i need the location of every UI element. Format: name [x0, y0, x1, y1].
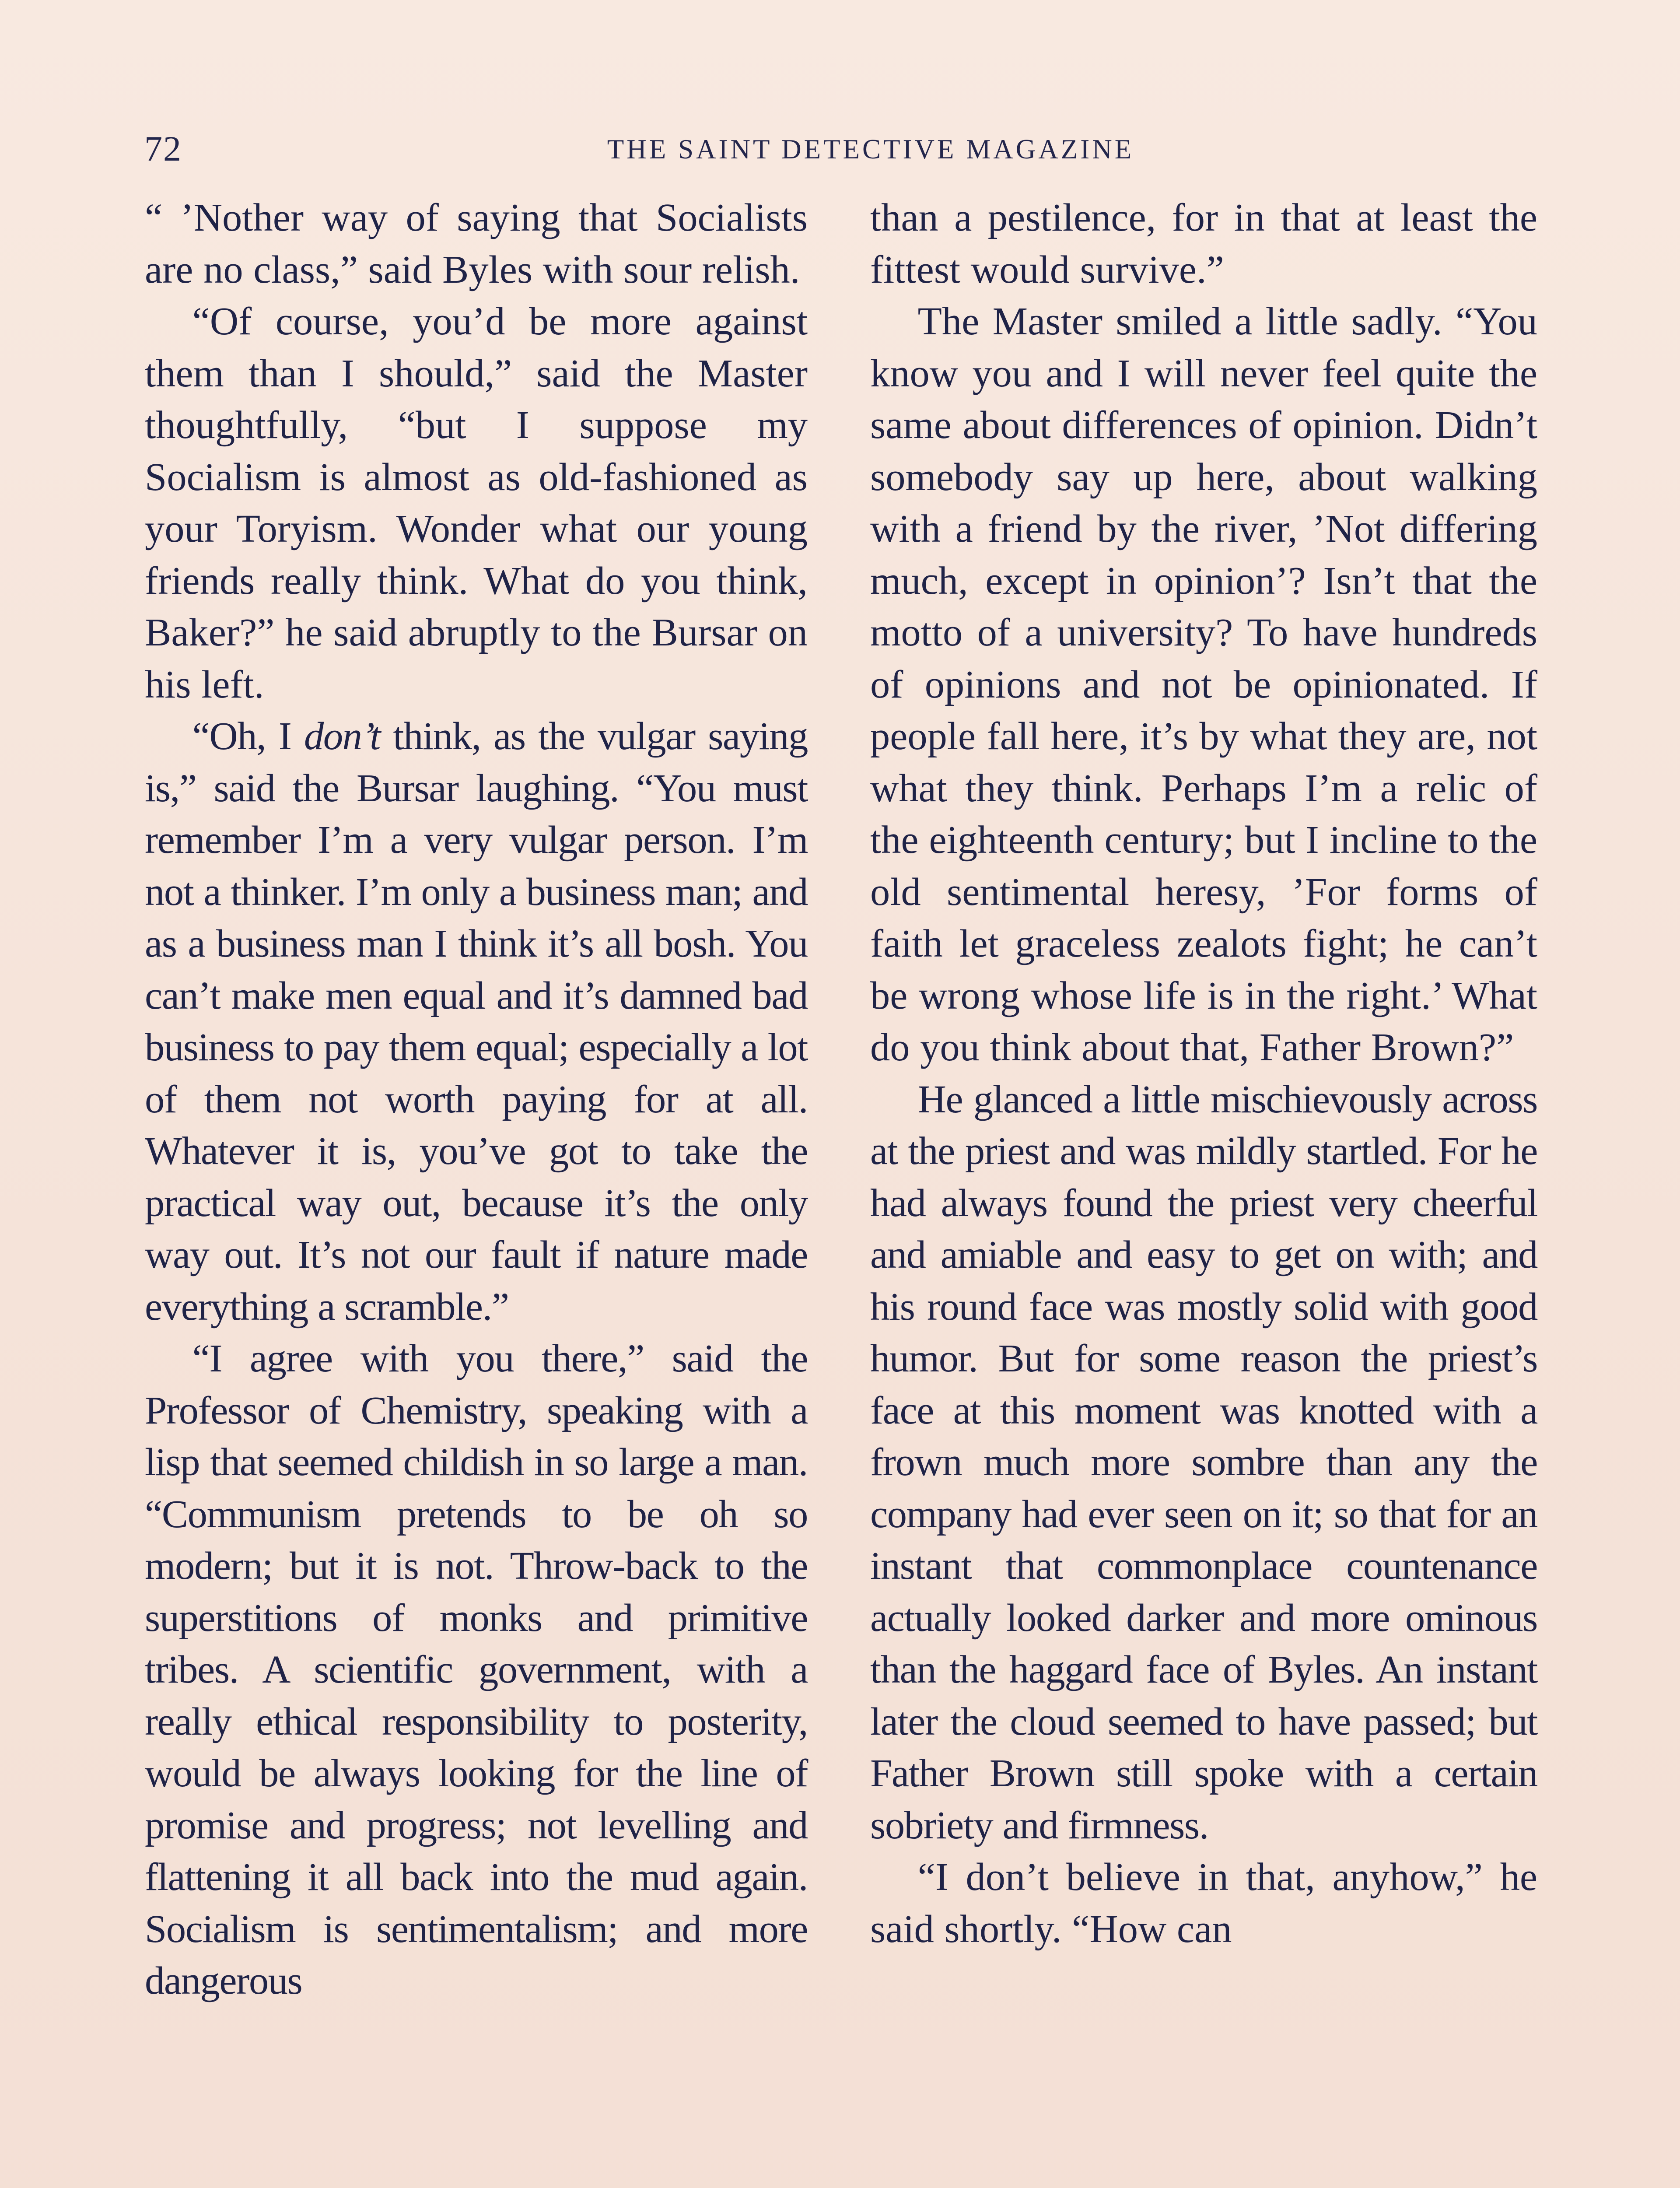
paragraph: “ ’Nother way of saying that Socialists are no class,” said Byles with sour relish.: [145, 195, 808, 291]
paragraph: “Of course, you’d be more against them than I should,” said the Master thoughtfully, “but I suppose my Socialism is almost as old-fashioned as your Toryism. Wonder what our young friends really think. What do you think, Baker?” he said abruptly to the Bursar on his left.: [145, 299, 808, 706]
paragraph: He glanced a little mischievously across at the priest and was mildly startled. For he had always found the priest very cheerful and amiable and easy to get on with; and his round face was mostly solid with good humor. But for some reason the priest’s face at this moment was knotted with a frown much more sombre than any the company had ever seen on it; so that for an instant that commonplace countenance actually looked darker and more ominous than the haggard face of Byles. An instant later the cloud seemed to have passed; but Father Brown still spoke with a certain sobriety and firmness.: [870, 1076, 1537, 1847]
paragraph: [145, 710, 808, 1332]
emphasis-text: don’t: [304, 714, 380, 758]
paragraph-text: think, as the vulgar saying is,” said the Bursar laughing. “You must remember I’m a very vulgar person. I’m not a thinker. I’m only a business man; and as a business man I think it’s all bosh. You can’t make men equal and it’s damned bad business to pay them equal; especially a lot of them not worth paying for at all. Whatever it is, you’ve got to take the practical way out, because it’s the only way out. It’s not our fault if nature made everything a scramble.”: [145, 714, 808, 1329]
running-head: THE SAINT DETECTIVE MAGAZINE: [607, 134, 1134, 165]
paragraph: “I don’t believe in that, anyhow,” he said shortly. “How can: [870, 1855, 1537, 1951]
right-column: [870, 192, 1537, 1955]
paragraph: than a pestilence, for in that at least the fittest would survive.”: [870, 195, 1537, 291]
paragraph: “I agree with you there,” said the Professor of Chemistry, speaking with a lisp that seemed childish in so large a man. “Communism pretends to be oh so modern; but it is not. Throw-back to the superstitions of monks and primitive tribes. A scientific government, with a really ethical responsibility to posterity, would be always looking for the line of promise and progress; not levelling and flattening it all back into the mud again. Socialism is sentimentalism; and more dangerous: [145, 1336, 808, 2002]
page-number: 72: [144, 129, 182, 168]
left-column: [145, 192, 808, 2007]
paragraph-text: “Oh, I: [192, 714, 304, 758]
paragraph: The Master smiled a little sadly. “You know you and I will never feel quite the same about differences of opinion. Didn’t somebody say up here, about walking with a friend by the river, ’Not differing much, except in opinion’? Isn’t that the motto of a university? To have hundreds of opinions and not be opinionated. If people fall here, it’s by what they are, not what they think. Perhaps I’m a relic of the eighteenth century; but I incline to the old sentimental heresy, ’For forms of faith let graceless zealots fight; he can’t be wrong whose life is in the right.’ What do you think about that, Father Brown?”: [870, 299, 1537, 1069]
